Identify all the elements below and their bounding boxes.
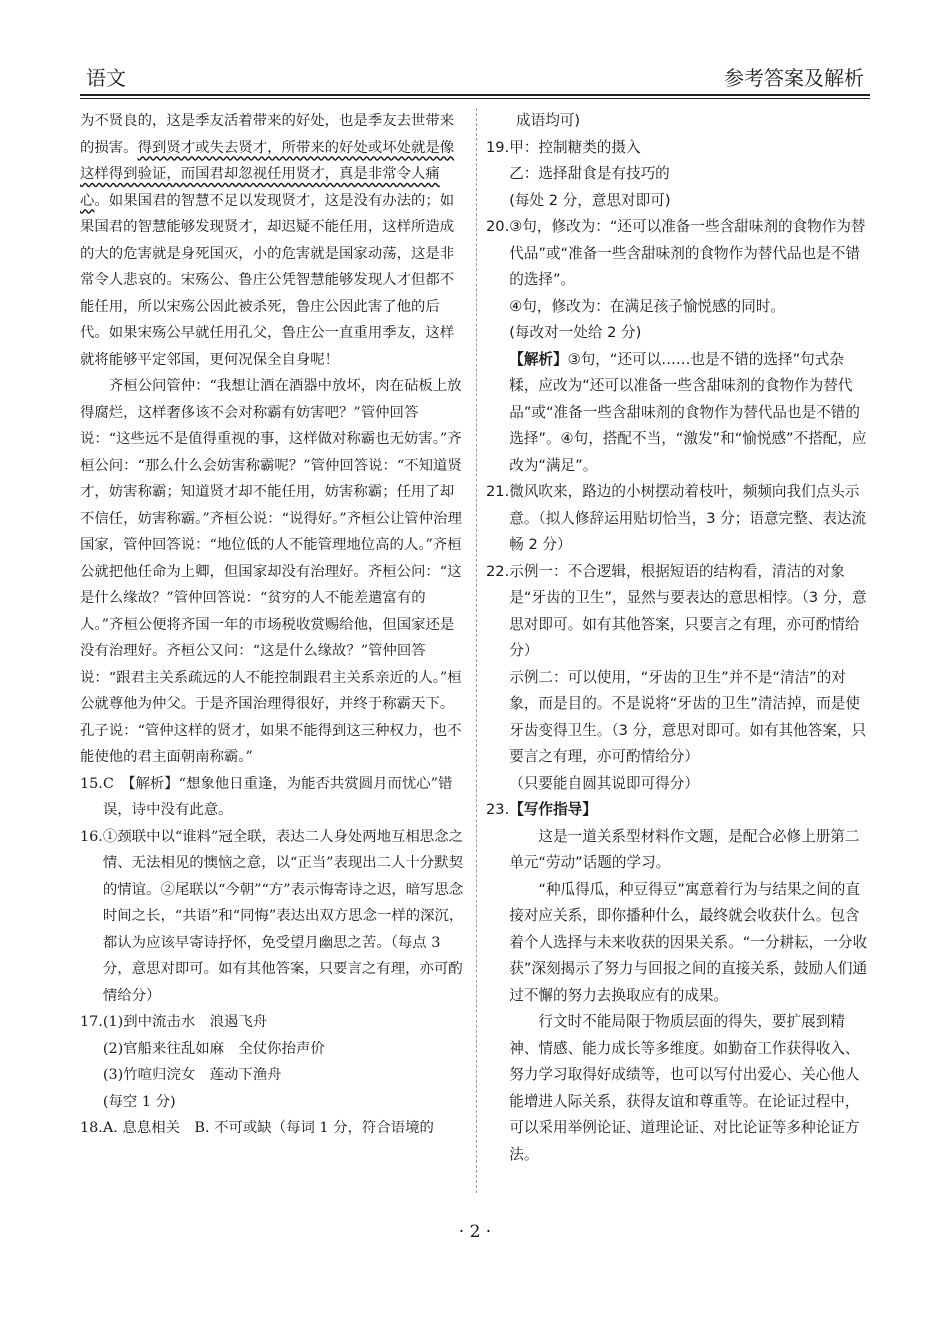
- page-number: · 2 ·: [458, 1222, 492, 1242]
- answer-15: 15. C 【解析】“想象他日重逢，为能否共赏圆月而忧心”错误，诗中没有此意。: [80, 775, 453, 818]
- translation-paragraph-2: 齐桓公问管仲：“我想让酒在酒器中放坏，肉在砧板上放得腐烂，这样奢侈该不会对称霸有妨害吧？”管仲回答说：“这些远不是值得重视的事，这样做对称霸也无妨害。”齐桓公问：“那么什么会妨害称霸呢？”管仲回答说：“不知道贤才，妨害称霸；知道贤才却不能任用，妨害称霸；任用了却不信任，妨害称霸。”齐桓公说：“说得好。”齐桓公让管仲治理国家，管仲回答说：“地位低的人不能管理地位高的人。”齐桓公就把他任命为上卿，但国家却没有治理好。齐桓公问：“这是什么缘故？”管仲回答说：“贫穷的人不能差遣富有的人。”齐桓公便将齐国一年的市场税收赏赐给他，但国家还是没有治理好。齐桓公又问：“这是什么缘故？”管仲回答说：“跟君主关系疏远的人不能控制跟君主关系亲近的人。”桓公就尊他为仲父。于是齐国治理得很好，并终于称霸天下。孔子说：“管仲这样的贤才，如果不能得到这三种权力，也不能使他的君主面朝南称霸。”: [80, 378, 462, 765]
- analysis-label: 【解析】: [509, 350, 568, 368]
- header-title: 参考答案及解析: [724, 66, 864, 90]
- answer-18: 18. A. 息息相关 B. 不可或缺（每词 1 分，符合语境的: [80, 1120, 434, 1136]
- answer-23: 23. 【写作指导】 这是一道关系型材料作文题，是配合必修上册第二单元“劳动”话题的学习。 “种瓜得瓜，种豆得豆”寓意着行为与结果之间的直接对应关系，即你播种什么，最终就会收获什么。包含着个人选择与未来收获的因果关系。“一分耕耘，一分收获”深刻揭示了努力与回报之间的直接关系，鼓励人们通过不懈的努力去换取应有的成果。 行文时不能局限于物质层面的得失，要扩展到精神、情感、能力成长等多维度。如勤奋工作获得收入、努力学习取得好成绩等，也可以写付出爱心、关心他人能增进人际关系，获得友谊和尊重等。在论证过程中，可以采用举例论证、道理论证、对比论证等多种论证方法。: [486, 797, 872, 1168]
- header-rule-thin: [80, 98, 870, 99]
- answer-18-continued: 成语均可): [516, 112, 581, 129]
- header-rule: [80, 94, 870, 96]
- answer-22: 22. 示例一：不合逻辑，根据短语的结构看，清洁的对象是“牙齿的卫生”，显然与要表达的意思相悖。（3 分，意思对即可。如有其他答案，只要言之有理，亦可酌情给分） 示例二：可以使用，“牙齿的卫生”并不是“清洁”的对象，而是目的。不是说将“牙齿的卫生”清洁掉，而是使牙齿变得卫生。（3 分，意思对即可。如有其他答案，只要言之有理，亦可酌情给分） （只要能自圆其说即可得分）: [486, 562, 867, 792]
- answer-20: 20. ③句，修改为：“还可以准备一些含甜味剂的食物作为替代品”或“准备一些含甜味剂的食物作为替代品也是不错的选择”。 ④句，修改为：在满足孩子愉悦感的同时。 (每改对一处给 2 分) 【解析】③句，“还可以……也是不错的选择”句式杂糅，应改为“还可以准备一些含甜味剂的食物作为替代品”或“准备一些含甜味剂的食物作为替代品也是不错的选择”。④句，搭配不当，“激发”和“愉悦感”不搭配，应改为“满足”。: [486, 218, 867, 474]
- writing-guide-label: 【写作指导】: [509, 801, 597, 818]
- page-header: [80, 62, 870, 92]
- right-column: [486, 108, 872, 1168]
- answer-17: 17. (1)到中流击水 浪遏飞舟 (2)官船来往乱如麻 全仗你抬声价 (3)竹喧归浣女 莲动下渔舟 (每空 1 分): [80, 1014, 325, 1110]
- answer-21: 21. 微风吹来，路边的小树摆动着枝叶，频频向我们点头示意。（拟人修辞运用贴切恰当，3 分；语意完整、表达流畅 2 分）: [486, 483, 867, 553]
- column-divider: [476, 108, 477, 1193]
- answer-19: 19. 甲：控制糖类的摄入 乙：选择甜食是有技巧的 (每处 2 分，意思对即可): [486, 138, 671, 209]
- subject-label: 语文: [86, 66, 126, 90]
- translation-paragraph-1: 为不贤良的，这是季友活着带来的好处，也是季友去世带来的损害。得到贤才或失去贤才，所带来的好处或坏处就是像这样得到验证，而国君却忽视任用贤才，真是非常令人痛心。如果国君的智慧不足以发现贤才，这是没有办法的；如果国君的智慧能够发现贤才，却迟疑不能任用，这样所造成的大的危害就是身死国灭，小的危害就是国家动荡，这是非常令人悲哀的。宋殇公、鲁庄公凭智慧能够发现人才但都不能任用，所以宋殇公因此被杀死，鲁庄公因此害了他的后代。如果宋殇公早就任用孔父，鲁庄公一直重用季友，这样就将能够平定邻国，更何况保全自身呢！: [80, 113, 455, 368]
- underlined-sentence: 得到贤才或失去贤才，所带来的好处或坏处就是像这样得到验证，而国君却忽视任用贤才，真是非常令人痛心: [80, 139, 455, 209]
- answer-16: 16. ①颈联中以“谁料”冠全联，表达二人身处两地互相思念之情、无法相见的懊恼之意，以“正当”表现出二人十分默契的情谊。②尾联以“今朝”“方”表示悔寄诗之迟，暗写思念时间之长，“共语”和“同悔”表达出双方思念一样的深沉，都认为应该早寄诗抒怀，免受望月幽思之苦。（每点 3 分，意思对即可。如有其他答案，只要言之有理，亦可酌情给分）: [80, 828, 464, 1004]
- left-column: [80, 108, 466, 1142]
